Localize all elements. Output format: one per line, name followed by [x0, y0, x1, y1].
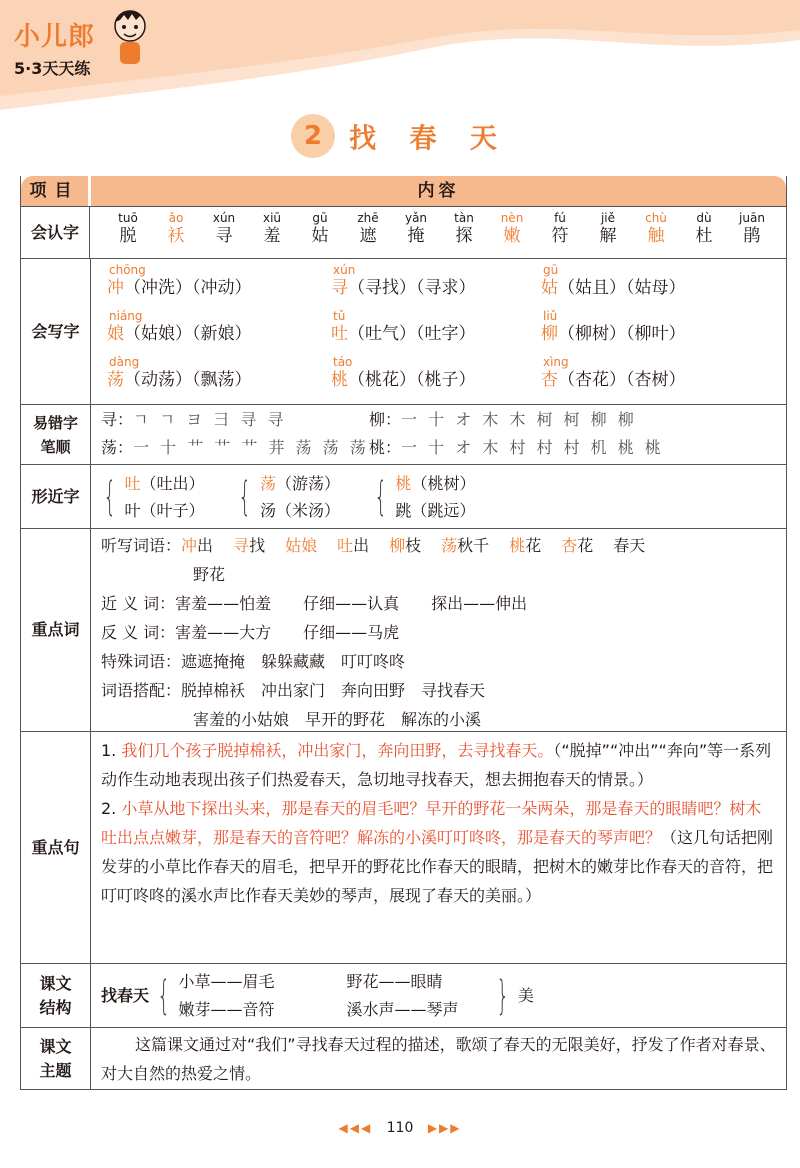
- table-header: [21, 176, 786, 206]
- write-words: （杏花）（杏树）: [558, 370, 686, 390]
- write-char: 姑: [541, 278, 558, 298]
- dictation-highlight: 姑娘: [285, 536, 318, 555]
- write-words: （桃花）（桃子）: [348, 370, 476, 390]
- dictation-rest: 出: [353, 536, 370, 555]
- pinyin: gū: [543, 263, 559, 277]
- row-label: 重点词: [21, 529, 91, 731]
- pinyin: tǔ: [333, 309, 346, 323]
- logo-sub-text: 5·3天天练: [14, 59, 91, 78]
- pinyin: liǔ: [543, 309, 558, 323]
- pinyin: nèn: [500, 211, 524, 225]
- write-words: （柳树）（柳叶）: [558, 324, 686, 344]
- synonym-line: 近 义 词：害羞——怕羞 仔细——认真 探出——伸出: [101, 594, 528, 613]
- sentence-1: [101, 736, 776, 794]
- recognize-char: [152, 211, 200, 247]
- dictation-word: [233, 536, 265, 555]
- stroke-tao-label: 桃：: [369, 438, 402, 457]
- pinyin: chōng: [109, 263, 146, 277]
- write-char: 冲: [107, 278, 124, 298]
- recognize-char: [584, 211, 632, 247]
- stroke-tao-seq: 一 十 オ 木 村 村 村 机 桃 桃: [401, 438, 664, 457]
- page-number: 110: [386, 1120, 414, 1136]
- prev-arrows-icon: ◀◀◀: [338, 1121, 373, 1135]
- lesson-title: [0, 114, 800, 158]
- recognize-char: [104, 211, 152, 247]
- logo-main-text: 小儿郎: [14, 22, 96, 52]
- write-char-item: [331, 355, 541, 401]
- similar-char-a: 荡: [259, 473, 276, 493]
- similar-group: [232, 470, 339, 524]
- dictation-word: [285, 536, 317, 555]
- hanzi: 探: [455, 226, 473, 246]
- dictation-rest: 出: [197, 536, 214, 555]
- pinyin: táo: [333, 355, 353, 369]
- hanzi: 掩: [407, 226, 425, 246]
- pinyin: xún: [212, 211, 236, 225]
- sentence-2-note: （这几句话把刚发芽的小草比作春天的眉毛，把早开的野花比作春天的眼睛，把树木的嫩芽比作春天的音符，把叮叮咚咚的溪水声比作春天美妙的琴声，展现了春天的美丽。）: [101, 828, 774, 905]
- row-content: [91, 732, 786, 963]
- hanzi: 杜: [695, 226, 713, 246]
- sentence-1-num: 1.: [101, 741, 117, 760]
- stroke-xun-label: 寻：: [101, 410, 134, 429]
- row-content: [91, 529, 786, 731]
- sentence-2-num: 2.: [101, 799, 117, 818]
- recognize-char: [680, 211, 728, 247]
- recognize-char: [392, 211, 440, 247]
- row-theme: [21, 1027, 786, 1089]
- pinyin: niáng: [109, 309, 143, 323]
- write-char: 柳: [541, 324, 558, 344]
- write-char-item: [541, 309, 771, 355]
- dictation-highlight: 杏: [561, 536, 578, 555]
- row-content: [91, 405, 786, 464]
- dictation-rest: 秋千: [457, 536, 490, 555]
- mascot-icon: [110, 6, 150, 66]
- hanzi: 鹃: [743, 226, 761, 246]
- dictation-word: [337, 536, 369, 555]
- write-char-item: [107, 263, 331, 309]
- write-words: （吐气）（吐字）: [348, 324, 476, 344]
- pinyin: xiū: [262, 211, 282, 225]
- hanzi: 符: [551, 226, 569, 246]
- row-similar: [21, 464, 786, 528]
- page-footer: [0, 1120, 800, 1136]
- write-char: 寻: [331, 278, 348, 298]
- hanzi: 嫩: [503, 226, 521, 246]
- pinyin: fú: [554, 211, 566, 225]
- dictation-highlight: 荡: [441, 536, 458, 555]
- row-label: 课文 结构: [21, 964, 91, 1027]
- write-words: （冲洗）（冲动）: [124, 278, 252, 298]
- stroke-dang-seq: 一 十 艹 艹 艹 茾 荡 荡 荡: [133, 438, 369, 457]
- lesson-number-badge: 2: [291, 114, 335, 158]
- recognize-char: [488, 211, 536, 247]
- dictation-line: [101, 531, 776, 560]
- structure-pair: 溪水声——琴声: [346, 1000, 459, 1019]
- similar-char-a: 吐: [124, 473, 141, 493]
- hanzi: 触: [647, 226, 665, 246]
- recognize-chars: [100, 211, 776, 247]
- pinyin: zhē: [357, 211, 379, 225]
- pinyin: ǎo: [168, 211, 184, 225]
- write-char: 桃: [331, 370, 348, 390]
- dictation-highlight: 柳: [389, 536, 406, 555]
- recognize-char: [296, 211, 344, 247]
- write-words: （动荡）（飘荡）: [124, 370, 252, 390]
- row-label: 会认字: [21, 207, 90, 258]
- stroke-xun-seq: ㄱ ㄱ ヨ 彐 寻 寻: [133, 410, 287, 429]
- row-label: 重点句: [21, 732, 91, 963]
- write-char: 杏: [541, 370, 558, 390]
- similar-word-a: （游荡）: [275, 473, 340, 493]
- hanzi: 脱: [119, 226, 137, 246]
- row-recognize: [21, 206, 786, 258]
- sentence-1-note: （“脱掉”“冲出”“奔向”等一系列动作生动地表现出孩子们热爱春天，急切地寻找春天，想去拥抱春天的情景。）: [101, 741, 772, 789]
- recognize-char: [248, 211, 296, 247]
- dictation-word: [389, 536, 421, 555]
- antonym-line: 反 义 词：害羞——大方 仔细——马虎: [101, 623, 400, 642]
- row-structure: [21, 963, 786, 1027]
- theme-text: 这篇课文通过对“我们”寻找春天过程的描述，歌颂了春天的无限美好，抒发了作者对春景、对大自然的热爱之情。: [101, 1035, 776, 1083]
- dictation-rest: 花: [577, 536, 594, 555]
- row-content: [91, 465, 786, 528]
- structure-lead: 找春天: [101, 986, 150, 1005]
- pinyin: dù: [696, 211, 712, 225]
- sentence-2: [101, 794, 776, 910]
- write-char: 吐: [331, 324, 348, 344]
- similar-b: 叶（叶子）: [124, 500, 205, 520]
- structure-pair: 小草——眉毛: [178, 972, 275, 991]
- pinyin: dàng: [109, 355, 140, 369]
- row-label: 会写字: [21, 259, 91, 404]
- sentence-2-text: 小草从地下探出头来，那是春天的眉毛吧？早开的野花一朵两朵，那是春天的眼睛吧？树木吐出点点嫩芽，那是春天的音符吧？解冻的小溪叮叮咚咚，那是春天的琴声吧？: [101, 799, 762, 847]
- dictation-highlight: 寻: [233, 536, 250, 555]
- row-strokes: [21, 404, 786, 464]
- similar-group: [368, 470, 475, 524]
- brace: {: [374, 473, 388, 520]
- pinyin: xún: [333, 263, 356, 277]
- write-char: 娘: [107, 324, 124, 344]
- dictation-cont: 野花: [193, 565, 226, 584]
- study-table: [20, 176, 787, 1090]
- structure-tail: 美: [517, 986, 534, 1005]
- write-words: （姑且）（姑母）: [558, 278, 686, 298]
- brace: {: [103, 473, 117, 520]
- collocation-cont: 害羞的小姑娘 早开的野花 解冻的小溪: [193, 710, 482, 729]
- recognize-char: [344, 211, 392, 247]
- stroke-liu-label: 柳：: [369, 410, 402, 429]
- left-brace: {: [157, 973, 171, 1019]
- dictation-highlight: 桃: [509, 536, 526, 555]
- recognize-char: [536, 211, 584, 247]
- row-label: 课文 主题: [21, 1028, 91, 1089]
- lesson-name: 找 春 天: [349, 123, 509, 155]
- similar-char-a: 桃: [395, 473, 412, 493]
- write-chars: [101, 263, 776, 401]
- brand-logo: [14, 22, 95, 79]
- pinyin: jiě: [600, 211, 616, 225]
- row-write: [21, 258, 786, 404]
- row-content: [90, 207, 786, 258]
- pinyin: chù: [645, 211, 667, 225]
- write-char-item: [331, 309, 541, 355]
- pinyin: tàn: [454, 211, 474, 225]
- write-char-item: [107, 309, 331, 355]
- write-char-item: [107, 355, 331, 401]
- write-words: （寻找）（寻求）: [348, 278, 476, 298]
- hanzi: 解: [599, 226, 617, 246]
- row-words: [21, 528, 786, 731]
- write-words: （姑娘）（新娘）: [124, 324, 252, 344]
- row-content: [91, 259, 786, 404]
- pinyin: juān: [739, 211, 765, 225]
- recognize-char: [200, 211, 248, 247]
- dictation-word: [613, 536, 645, 555]
- similar-b: 汤（米汤）: [259, 500, 340, 520]
- sentence-1-text: 我们几个孩子脱掉棉袄，冲出家门，奔向田野，去寻找春天。: [121, 741, 554, 760]
- header-content: 内容: [91, 176, 786, 206]
- row-content: [91, 964, 786, 1027]
- dictation-highlight: 冲: [181, 536, 198, 555]
- collocation-line: 词语搭配：脱掉棉袄 冲出家门 奔向田野 寻找春天: [101, 681, 486, 700]
- recognize-char: [440, 211, 488, 247]
- row-label: 易错字 笔顺: [21, 405, 91, 464]
- recognize-char: [728, 211, 776, 247]
- hanzi: 寻: [215, 226, 233, 246]
- similar-word-a: （桃树）: [411, 473, 476, 493]
- structure-pair: 嫩芽——音符: [178, 1000, 275, 1019]
- recognize-char: [632, 211, 680, 247]
- similar-b: 跳（跳远）: [395, 500, 476, 520]
- dictation-word: [561, 536, 593, 555]
- hanzi: 姑: [311, 226, 329, 246]
- hanzi: 羞: [263, 226, 281, 246]
- special-line: 特殊词语：遮遮掩掩 躲躲藏藏 叮叮咚咚: [101, 652, 406, 671]
- row-label: 形近字: [21, 465, 91, 528]
- dictation-word: [181, 536, 213, 555]
- dictation-rest: 枝: [405, 536, 422, 555]
- dictation-rest: 花: [525, 536, 542, 555]
- write-char-item: [331, 263, 541, 309]
- similar-word-a: （吐出）: [140, 473, 205, 493]
- stroke-liu-seq: 一 十 オ 木 木 柯 柯 柳 柳: [401, 410, 637, 429]
- header-item: 项目: [21, 176, 91, 206]
- next-arrows-icon: ▶▶▶: [427, 1121, 462, 1135]
- pinyin: tuō: [118, 211, 138, 225]
- dictation-highlight: 吐: [337, 536, 354, 555]
- pinyin: xìng: [543, 355, 569, 369]
- dictation-word: [509, 536, 541, 555]
- dictation-label: 听写词语：: [101, 536, 182, 555]
- row-sentences: [21, 731, 786, 963]
- hanzi: 袄: [167, 226, 185, 246]
- write-char-item: [541, 263, 771, 309]
- dictation-rest: 找: [249, 536, 266, 555]
- stroke-dang-label: 荡：: [101, 438, 134, 457]
- pinyin: gū: [312, 211, 328, 225]
- structure-pair: 野花——眼睛: [346, 972, 443, 991]
- dictation-rest: 春天: [613, 536, 646, 555]
- dictation-word: [441, 536, 489, 555]
- hanzi: 遮: [359, 226, 377, 246]
- write-char-item: [541, 355, 771, 401]
- pinyin: yǎn: [404, 211, 428, 225]
- brace: {: [238, 473, 252, 520]
- similar-group: [97, 470, 204, 524]
- write-char: 荡: [107, 370, 124, 390]
- right-brace: }: [496, 973, 510, 1019]
